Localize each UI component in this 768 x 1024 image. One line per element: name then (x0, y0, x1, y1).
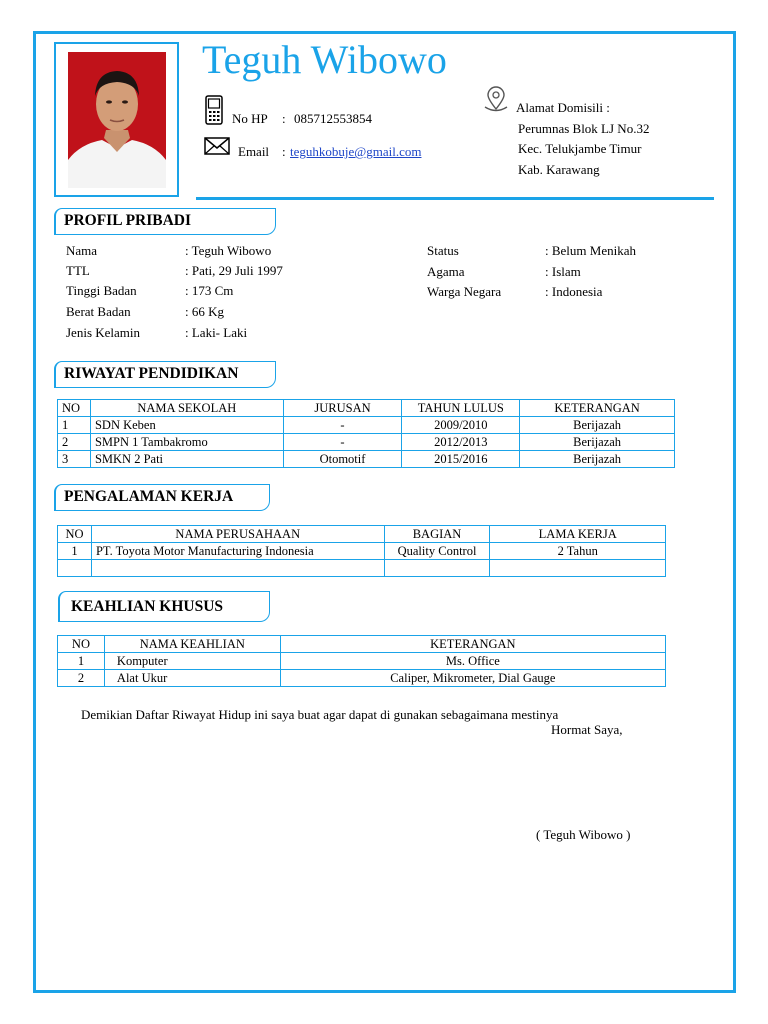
header-divider (196, 197, 714, 200)
section-heading-education: RIWAYAT PENDIDIKAN (54, 361, 276, 388)
table-row (58, 560, 666, 577)
phone-separator: : (282, 111, 286, 126)
table-cell: Alat Ukur (104, 670, 280, 687)
table-row (58, 653, 666, 670)
experience-table (57, 525, 666, 577)
table-cell (58, 560, 92, 577)
section-heading-experience: PENGALAMAN KERJA (54, 484, 270, 511)
table-cell: SDN Keben (90, 417, 283, 434)
profile-value-gender: : Laki- Laki (185, 325, 248, 340)
table-cell: Berijazah (520, 417, 675, 434)
table-cell: Berijazah (520, 451, 675, 468)
table-cell: 3 (58, 451, 91, 468)
email-link[interactable]: teguhkobuje@gmail.com (290, 144, 422, 159)
column-header: JURUSAN (283, 400, 402, 417)
table-header-row (58, 526, 666, 543)
table-cell: Caliper, Mikrometer, Dial Gauge (280, 670, 665, 687)
profile-value-status: : Belum Menikah (545, 243, 636, 258)
mobile-phone-icon (205, 95, 223, 130)
photo-frame (54, 42, 179, 197)
table-cell (490, 560, 666, 577)
table-cell: 2 Tahun (490, 543, 666, 560)
table-cell: Quality Control (384, 543, 490, 560)
table-row (58, 434, 675, 451)
table-cell: 2 (58, 434, 91, 451)
education-table (57, 399, 675, 468)
column-header: NAMA KEAHLIAN (104, 636, 280, 653)
closing-regards: Hormat Saya, (551, 722, 623, 737)
table-cell: Otomotif (283, 451, 402, 468)
table-cell (384, 560, 490, 577)
closing-statement: Demikian Daftar Riwayat Hidup ini saya buat agar dapat di gunakan sebagaimana mestinya (81, 707, 559, 722)
column-header: LAMA KERJA (490, 526, 666, 543)
address-line-3: Kab. Karawang (518, 162, 600, 177)
full-name-heading: Teguh Wibowo (202, 37, 447, 82)
profile-label-citizenship: Warga Negara (427, 284, 502, 299)
profile-value-weight: : 66 Kg (185, 304, 224, 319)
table-row (58, 451, 675, 468)
profile-label-name: Nama (66, 243, 98, 258)
table-cell: 1 (58, 543, 92, 560)
table-header-row (58, 400, 675, 417)
table-cell: Berijazah (520, 434, 675, 451)
section-heading-skills: KEAHLIAN KHUSUS (58, 591, 270, 622)
table-cell: 2009/2010 (402, 417, 520, 434)
table-cell: 2 (58, 670, 105, 687)
table-cell: - (283, 434, 402, 451)
table-row (58, 543, 666, 560)
column-header: KETERANGAN (520, 400, 675, 417)
table-cell: 1 (58, 653, 105, 670)
address-label: Alamat Domisili : (516, 100, 610, 115)
table-cell: SMPN 1 Tambakromo (90, 434, 283, 451)
address-line-1: Perumnas Blok LJ No.32 (518, 121, 650, 136)
table-cell: Komputer (104, 653, 280, 670)
table-cell: SMKN 2 Pati (90, 451, 283, 468)
section-heading-profile: PROFIL PRIBADI (54, 208, 276, 235)
profile-label-status: Status (427, 243, 459, 258)
skills-table (57, 635, 666, 687)
column-header: NO (58, 636, 105, 653)
table-header-row (58, 636, 666, 653)
profile-label-gender: Jenis Kelamin (66, 325, 141, 340)
profile-value-citizenship: : Indonesia (545, 284, 603, 299)
column-header: NAMA PERUSAHAAN (91, 526, 384, 543)
profile-value-religion: : Islam (545, 264, 581, 279)
profile-label-religion: Agama (427, 264, 465, 279)
table-row (58, 417, 675, 434)
column-header: BAGIAN (384, 526, 490, 543)
table-cell: - (283, 417, 402, 434)
email-label: Email (238, 144, 270, 159)
envelope-icon (204, 137, 230, 160)
column-header: NO (58, 400, 91, 417)
profile-value-name: : Teguh Wibowo (185, 243, 272, 258)
table-cell: PT. Toyota Motor Manufacturing Indonesia (91, 543, 384, 560)
table-cell: Ms. Office (280, 653, 665, 670)
table-cell (91, 560, 384, 577)
phone-number: 085712553854 (294, 111, 372, 126)
table-cell: 2015/2016 (402, 451, 520, 468)
column-header: TAHUN LULUS (402, 400, 520, 417)
email-separator: : (282, 144, 286, 159)
profile-label-height: Tinggi Badan (66, 283, 137, 298)
column-header: NAMA SEKOLAH (90, 400, 283, 417)
address-line-2: Kec. Telukjambe Timur (518, 141, 642, 156)
profile-label-weight: Berat Badan (66, 304, 131, 319)
profile-label-ttl: TTL (66, 263, 90, 278)
table-cell: 1 (58, 417, 91, 434)
column-header: NO (58, 526, 92, 543)
table-cell: 2012/2013 (402, 434, 520, 451)
signature-name: ( Teguh Wibowo ) (536, 827, 631, 842)
phone-label: No HP (232, 111, 268, 126)
profile-value-height: : 173 Cm (185, 283, 234, 298)
location-pin-icon (481, 84, 511, 119)
column-header: KETERANGAN (280, 636, 665, 653)
profile-photo (68, 52, 166, 188)
table-row (58, 670, 666, 687)
profile-value-ttl: : Pati, 29 Juli 1997 (185, 263, 283, 278)
